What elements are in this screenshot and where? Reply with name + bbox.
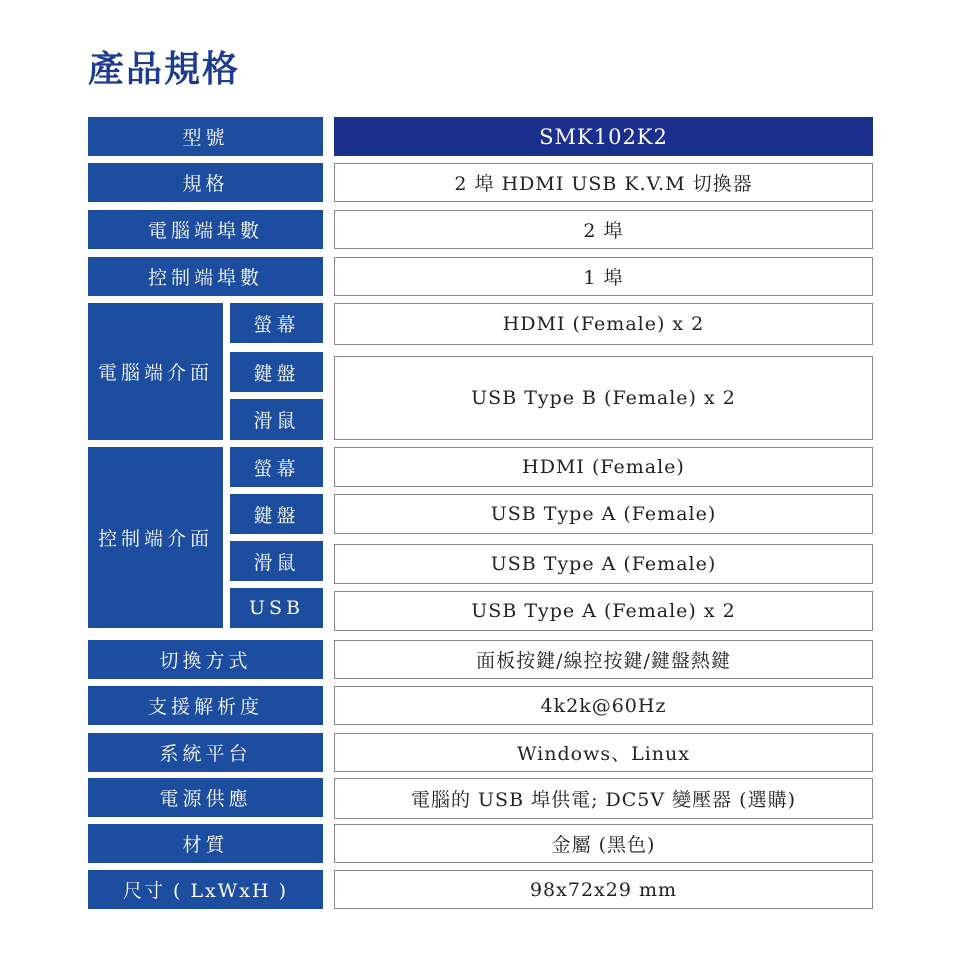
spec-label-resolution: 支援解析度 <box>88 686 323 725</box>
spec-value-material: 金屬 (黑色) <box>334 824 873 863</box>
spec-value-console-usb: USB Type A (Female) x 2 <box>334 591 873 631</box>
spec-value-spec: 2 埠 HDMI USB K.V.M 切換器 <box>334 163 873 202</box>
spec-value-computer-usb: USB Type B (Female) x 2 <box>334 356 873 440</box>
spec-label-switch-method: 切換方式 <box>88 640 323 679</box>
spec-label-console-ports: 控制端埠數 <box>88 257 323 296</box>
spec-group-console-interface: 控制端介面 <box>88 447 223 628</box>
spec-value-power: 電腦的 USB 埠供電; DC5V 變壓器 (選購) <box>334 778 873 819</box>
spec-sublabel-computer-mouse: 滑鼠 <box>230 399 323 440</box>
spec-label-computer-ports: 電腦端埠數 <box>88 210 323 249</box>
spec-value-computer-ports: 2 埠 <box>334 210 873 249</box>
spec-sublabel-console-mouse: 滑鼠 <box>230 541 323 581</box>
spec-value-console-ports: 1 埠 <box>334 257 873 296</box>
spec-sublabel-console-usb: USB <box>230 588 323 628</box>
spec-value-switch-method: 面板按鍵/線控按鍵/鍵盤熱鍵 <box>334 640 873 679</box>
spec-value-console-keyboard: USB Type A (Female) <box>334 494 873 534</box>
spec-sublabel-computer-monitor: 螢幕 <box>230 303 323 343</box>
spec-sublabel-console-keyboard: 鍵盤 <box>230 494 323 534</box>
spec-label-spec: 規格 <box>88 163 323 202</box>
spec-sublabel-console-monitor: 螢幕 <box>230 447 323 487</box>
spec-label-model: 型號 <box>88 117 323 156</box>
spec-value-computer-monitor: HDMI (Female) x 2 <box>334 303 873 345</box>
spec-value-dimensions: 98x72x29 mm <box>334 870 873 909</box>
spec-sublabel-computer-keyboard: 鍵盤 <box>230 352 323 392</box>
spec-label-os: 系統平台 <box>88 733 323 772</box>
spec-label-material: 材質 <box>88 824 323 863</box>
spec-value-console-mouse: USB Type A (Female) <box>334 544 873 584</box>
spec-value-resolution: 4k2k@60Hz <box>334 686 873 725</box>
page-title: 產品規格 <box>88 49 241 90</box>
spec-value-model: SMK102K2 <box>334 117 873 156</box>
spec-value-os: Windows、Linux <box>334 733 873 772</box>
spec-group-computer-interface: 電腦端介面 <box>88 303 223 440</box>
spec-label-power: 電源供應 <box>88 778 323 817</box>
spec-value-console-monitor: HDMI (Female) <box>334 447 873 487</box>
spec-label-dimensions: 尺寸 ( LxWxH ) <box>88 870 323 909</box>
